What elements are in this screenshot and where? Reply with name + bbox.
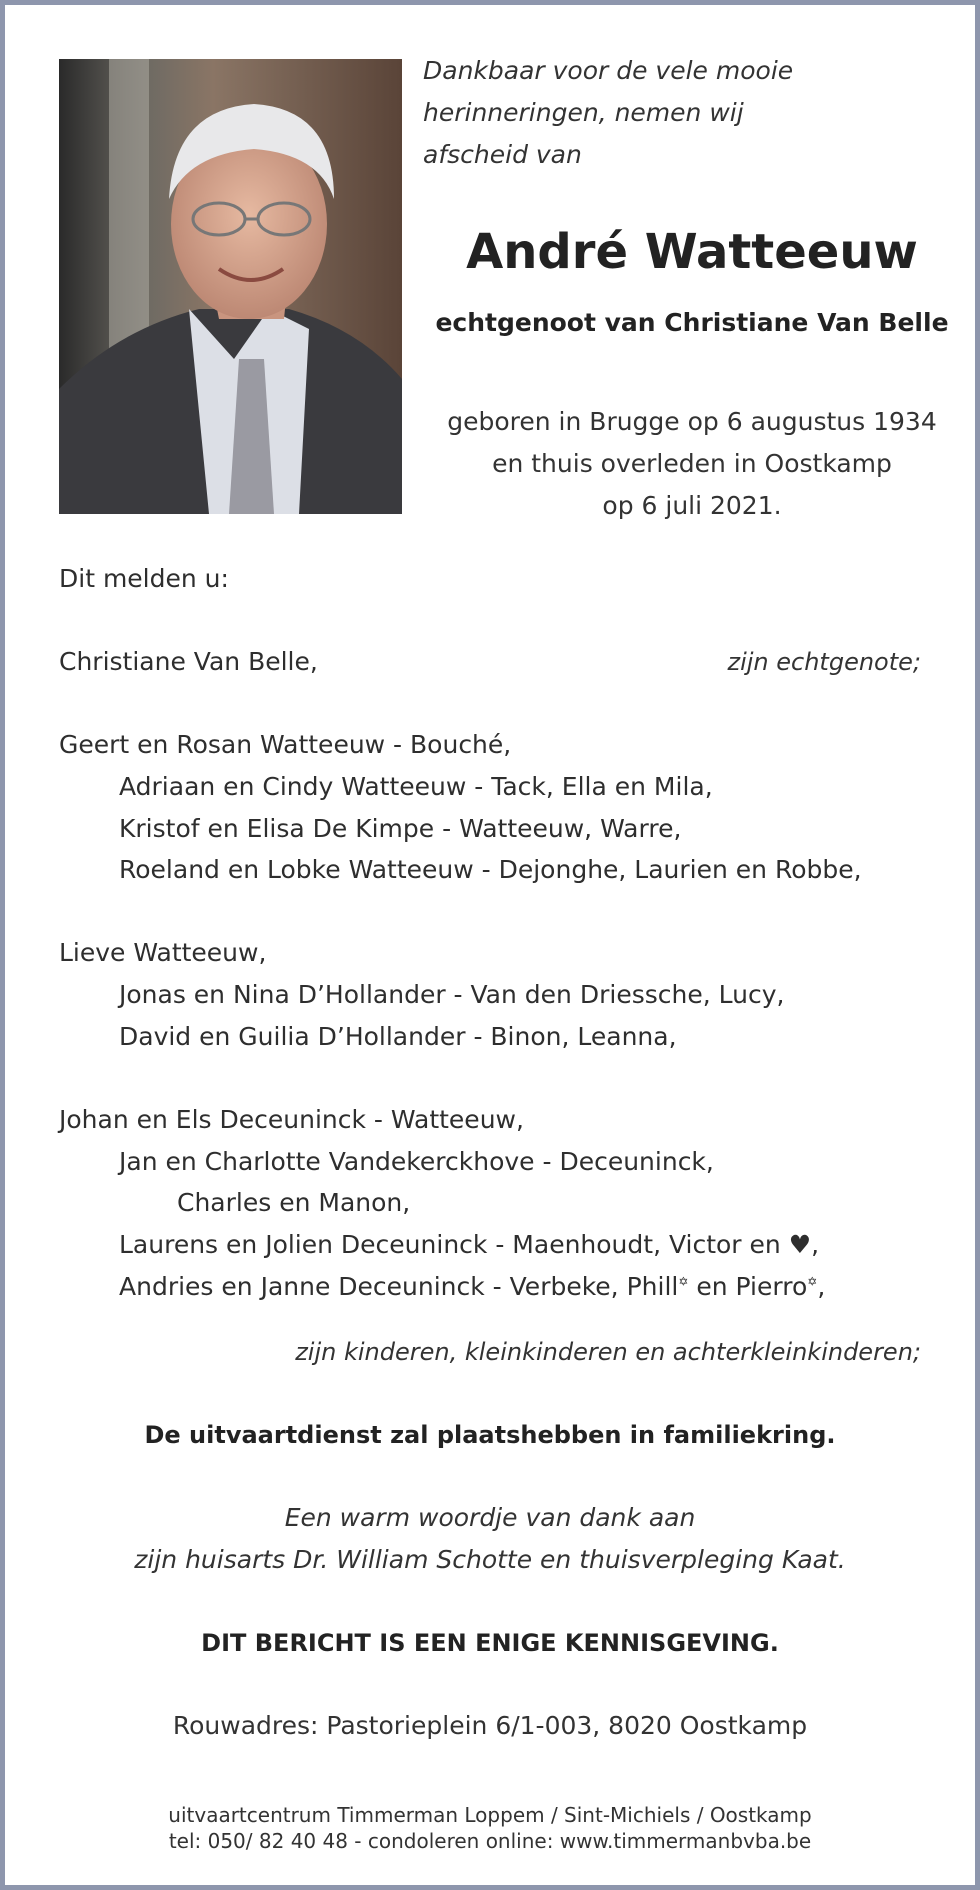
family-head-2: Lieve Watteeuw, (59, 938, 267, 967)
family-child: Laurens en Jolien Deceuninck - Maenhoudt, Victor en ♥, (119, 1230, 820, 1259)
intro-line: Dankbaar voor de vele mooie (423, 56, 794, 85)
birth-death-info (404, 401, 980, 527)
family-grandchild: Charles en Manon, (177, 1188, 411, 1217)
spouse-name: Christiane Van Belle, (59, 647, 318, 676)
family-child: Roeland en Lobke Watteeuw - Dejonghe, Laurien en Robbe, (119, 855, 862, 884)
family-child-text: en Pierro (688, 1272, 808, 1301)
intro-line: afscheid van (423, 140, 582, 169)
family-child: Adriaan en Cindy Watteeuw - Tack, Ella en Mila, (119, 772, 713, 801)
announce-text: Dit melden u: (59, 564, 229, 593)
spouse-subtitle: echtgenoot van Christiane Van Belle (435, 308, 949, 337)
family-child (119, 1266, 825, 1308)
service-notice: De uitvaartdienst zal plaatshebben in familiekring. (144, 1421, 836, 1449)
mourning-address: Rouwadres: Pastorieplein 6/1-003, 8020 Oostkamp (172, 1711, 808, 1740)
star-of-david-icon: ✡ (807, 1274, 818, 1289)
family-child-text: Andries en Janne Deceuninck - Verbeke, Phill (119, 1272, 679, 1301)
born-line: geboren in Brugge op 6 augustus 1934 (447, 407, 937, 436)
family-child: David en Guilia D’Hollander - Binon, Leanna, (119, 1022, 677, 1051)
spouse-relation: zijn echtgenote; (727, 648, 921, 676)
intro-text (423, 50, 943, 176)
funeral-home-line: uitvaartcentrum Timmerman Loppem / Sint-Michiels / Oostkamp (168, 1803, 812, 1827)
family-child: Kristof en Elisa De Kimpe - Watteeuw, Warre, (119, 814, 682, 843)
born-line: op 6 juli 2021. (602, 491, 782, 520)
thanks-line: Een warm woordje van dank aan (284, 1503, 696, 1532)
portrait-photo (59, 59, 402, 514)
star-of-david-icon: ✡ (678, 1274, 689, 1289)
family-head-3: Johan en Els Deceuninck - Watteeuw, (59, 1105, 524, 1134)
contact-line: tel: 050/ 82 40 48 - condoleren online: www.timmermanbvba.be (168, 1829, 812, 1853)
family-relation: zijn kinderen, kleinkinderen en achterkleinkinderen; (295, 1338, 921, 1366)
thanks-line: zijn huisarts Dr. William Schotte en thuisverpleging Kaat. (134, 1545, 846, 1574)
family-child: Jan en Charlotte Vandekerckhove - Deceuninck, (119, 1147, 714, 1176)
unique-notice: DIT BERICHT IS EEN ENIGE KENNISGEVING. (201, 1629, 779, 1657)
family-child: Jonas en Nina D’Hollander - Van den Driessche, Lucy, (119, 980, 785, 1009)
family-head-1: Geert en Rosan Watteeuw - Bouché, (59, 730, 512, 759)
born-line: en thuis overleden in Oostkamp (492, 449, 892, 478)
family-child-text: , (817, 1272, 826, 1301)
deceased-name: André Watteeuw (466, 224, 918, 280)
intro-line: herinneringen, nemen wij (423, 98, 744, 127)
